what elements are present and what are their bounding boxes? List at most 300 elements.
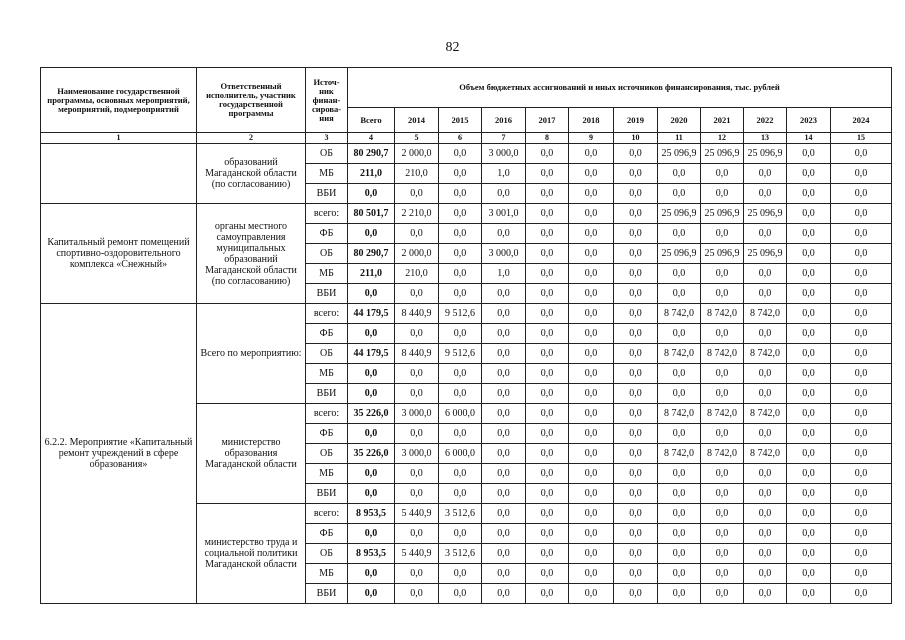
year-value: 3 000,0 — [482, 144, 526, 164]
column-number: 14 — [787, 133, 831, 144]
year-value: 0,0 — [701, 284, 744, 304]
year-value: 0,0 — [439, 364, 482, 384]
year-value: 0,0 — [744, 324, 787, 344]
total-value: 44 179,5 — [348, 344, 395, 364]
year-value: 0,0 — [831, 184, 892, 204]
year-value: 0,0 — [526, 504, 569, 524]
year-value: 0,0 — [395, 464, 439, 484]
total-value: 80 290,7 — [348, 244, 395, 264]
header-year: 2023 — [787, 108, 831, 133]
funding-source: ФБ — [306, 224, 348, 244]
year-value: 8 742,0 — [658, 304, 701, 324]
year-value: 0,0 — [701, 544, 744, 564]
year-value: 25 096,9 — [658, 144, 701, 164]
year-value: 0,0 — [614, 184, 658, 204]
year-value: 9 512,6 — [439, 344, 482, 364]
year-value: 0,0 — [569, 264, 614, 284]
year-value: 0,0 — [482, 424, 526, 444]
year-value: 0,0 — [569, 324, 614, 344]
year-value: 1,0 — [482, 164, 526, 184]
year-value: 0,0 — [526, 564, 569, 584]
year-value: 0,0 — [787, 344, 831, 364]
year-value: 0,0 — [482, 224, 526, 244]
header-year: 2020 — [658, 108, 701, 133]
total-value: 8 953,5 — [348, 544, 395, 564]
year-value: 0,0 — [744, 564, 787, 584]
year-value: 0,0 — [658, 284, 701, 304]
year-value: 0,0 — [658, 184, 701, 204]
total-value: 211,0 — [348, 164, 395, 184]
page-number: 82 — [445, 40, 460, 55]
year-value: 2 000,0 — [395, 244, 439, 264]
year-value: 6 000,0 — [439, 444, 482, 464]
year-value: 0,0 — [395, 384, 439, 404]
year-value: 0,0 — [744, 364, 787, 384]
year-value: 0,0 — [744, 584, 787, 604]
year-value: 0,0 — [787, 424, 831, 444]
year-value: 0,0 — [439, 524, 482, 544]
year-value: 0,0 — [439, 264, 482, 284]
year-value: 0,0 — [569, 584, 614, 604]
year-value: 0,0 — [614, 244, 658, 264]
year-value: 0,0 — [526, 324, 569, 344]
year-value: 0,0 — [439, 564, 482, 584]
year-value: 8 742,0 — [701, 444, 744, 464]
year-value: 0,0 — [701, 164, 744, 184]
year-value: 0,0 — [614, 364, 658, 384]
year-value: 0,0 — [744, 384, 787, 404]
year-value: 8 440,9 — [395, 344, 439, 364]
activity-name — [41, 144, 197, 204]
column-number: 15 — [831, 133, 892, 144]
year-value: 0,0 — [395, 524, 439, 544]
year-value: 0,0 — [744, 544, 787, 564]
year-value: 0,0 — [614, 304, 658, 324]
year-value: 0,0 — [658, 524, 701, 544]
year-value: 0,0 — [831, 204, 892, 224]
year-value: 0,0 — [787, 244, 831, 264]
column-number: 8 — [526, 133, 569, 144]
funding-source: ФБ — [306, 524, 348, 544]
year-value: 0,0 — [701, 504, 744, 524]
executor-name: Всего по мероприятию: — [197, 304, 306, 404]
funding-source: ОБ — [306, 144, 348, 164]
year-value: 0,0 — [482, 464, 526, 484]
year-value: 0,0 — [831, 504, 892, 524]
year-value: 0,0 — [526, 284, 569, 304]
year-value: 0,0 — [569, 504, 614, 524]
year-value: 0,0 — [614, 164, 658, 184]
header-total: Всего — [348, 108, 395, 133]
year-value: 0,0 — [744, 284, 787, 304]
year-value: 0,0 — [439, 224, 482, 244]
header-source: Источ-ник финан-сирова-ния — [306, 68, 348, 133]
header-year: 2016 — [482, 108, 526, 133]
year-value: 0,0 — [439, 324, 482, 344]
year-value: 0,0 — [787, 264, 831, 284]
year-value: 0,0 — [831, 324, 892, 344]
year-value: 0,0 — [526, 204, 569, 224]
year-value: 0,0 — [569, 144, 614, 164]
year-value: 0,0 — [482, 384, 526, 404]
total-value: 0,0 — [348, 464, 395, 484]
year-value: 0,0 — [831, 144, 892, 164]
year-value: 0,0 — [526, 304, 569, 324]
year-value: 0,0 — [701, 584, 744, 604]
year-value: 0,0 — [569, 304, 614, 324]
funding-source: ОБ — [306, 344, 348, 364]
total-value: 0,0 — [348, 564, 395, 584]
year-value: 0,0 — [482, 404, 526, 424]
funding-source: всего: — [306, 204, 348, 224]
funding-source: всего: — [306, 504, 348, 524]
year-value: 0,0 — [439, 204, 482, 224]
column-number: 11 — [658, 133, 701, 144]
year-value: 0,0 — [701, 424, 744, 444]
year-value: 0,0 — [395, 424, 439, 444]
year-value: 0,0 — [395, 484, 439, 504]
total-value: 8 953,5 — [348, 504, 395, 524]
year-value: 0,0 — [744, 184, 787, 204]
year-value: 0,0 — [439, 384, 482, 404]
year-value: 25 096,9 — [744, 144, 787, 164]
year-value: 0,0 — [569, 184, 614, 204]
funding-source: ВБИ — [306, 484, 348, 504]
year-value: 0,0 — [701, 384, 744, 404]
year-value: 0,0 — [787, 384, 831, 404]
year-value: 0,0 — [787, 484, 831, 504]
header-executor: Ответственный исполнитель, участник государственной программы — [197, 68, 306, 133]
year-value: 0,0 — [439, 144, 482, 164]
year-value: 0,0 — [614, 204, 658, 224]
year-value: 0,0 — [658, 384, 701, 404]
total-value: 35 226,0 — [348, 404, 395, 424]
year-value: 0,0 — [439, 464, 482, 484]
year-value: 25 096,9 — [658, 244, 701, 264]
funding-source: ВБИ — [306, 384, 348, 404]
year-value: 0,0 — [482, 324, 526, 344]
executor-name: органы местного самоуправления муниципальных образований Магаданской области (по согласованию) — [197, 204, 306, 304]
year-value: 3 512,6 — [439, 544, 482, 564]
year-value: 0,0 — [701, 464, 744, 484]
year-value: 0,0 — [482, 184, 526, 204]
year-value: 210,0 — [395, 164, 439, 184]
year-value: 25 096,9 — [744, 204, 787, 224]
executor-name: образований Магаданской области (по согласованию) — [197, 144, 306, 204]
year-value: 0,0 — [569, 404, 614, 424]
header-budget-group: Объем бюджетных ассигнований и иных источников финансирования, тыс. рублей — [348, 68, 892, 108]
year-value: 0,0 — [787, 584, 831, 604]
total-value: 0,0 — [348, 384, 395, 404]
header-year: 2014 — [395, 108, 439, 133]
total-value: 0,0 — [348, 424, 395, 444]
column-number: 5 — [395, 133, 439, 144]
year-value: 3 001,0 — [482, 204, 526, 224]
year-value: 0,0 — [526, 144, 569, 164]
funding-source: ОБ — [306, 444, 348, 464]
year-value: 210,0 — [395, 264, 439, 284]
header-year: 2015 — [439, 108, 482, 133]
year-value: 0,0 — [526, 364, 569, 384]
year-value: 0,0 — [831, 304, 892, 324]
year-value: 0,0 — [701, 484, 744, 504]
year-value: 0,0 — [658, 364, 701, 384]
year-value: 0,0 — [439, 164, 482, 184]
year-value: 0,0 — [701, 564, 744, 584]
year-value: 0,0 — [787, 324, 831, 344]
year-value: 0,0 — [569, 544, 614, 564]
executor-name: министерство образования Магаданской области — [197, 404, 306, 504]
funding-source: МБ — [306, 264, 348, 284]
year-value: 0,0 — [787, 224, 831, 244]
header-year: 2018 — [569, 108, 614, 133]
column-number: 10 — [614, 133, 658, 144]
year-value: 0,0 — [482, 524, 526, 544]
year-value: 0,0 — [831, 264, 892, 284]
year-value: 0,0 — [787, 144, 831, 164]
funding-source: ВБИ — [306, 184, 348, 204]
year-value: 0,0 — [701, 524, 744, 544]
column-number: 6 — [439, 133, 482, 144]
year-value: 0,0 — [614, 504, 658, 524]
year-value: 0,0 — [658, 224, 701, 244]
funding-source: ВБИ — [306, 584, 348, 604]
column-number-row — [41, 133, 892, 144]
year-value: 0,0 — [526, 184, 569, 204]
table-body — [41, 144, 892, 604]
year-value: 0,0 — [701, 364, 744, 384]
year-value: 0,0 — [569, 364, 614, 384]
year-value: 0,0 — [482, 344, 526, 364]
year-value: 0,0 — [831, 464, 892, 484]
year-value: 0,0 — [526, 384, 569, 404]
table-row — [41, 204, 892, 224]
table-row — [41, 304, 892, 324]
year-value: 0,0 — [614, 324, 658, 344]
year-value: 0,0 — [482, 504, 526, 524]
year-value: 0,0 — [439, 424, 482, 444]
executor-name: министерство труда и социальной политики Магаданской области — [197, 504, 306, 604]
year-value: 0,0 — [439, 244, 482, 264]
year-value: 0,0 — [482, 304, 526, 324]
table-row — [41, 144, 892, 164]
total-value: 0,0 — [348, 364, 395, 384]
year-value: 0,0 — [744, 504, 787, 524]
header-year: 2024 — [831, 108, 892, 133]
year-value: 0,0 — [614, 224, 658, 244]
year-value: 25 096,9 — [701, 144, 744, 164]
year-value: 0,0 — [831, 544, 892, 564]
year-value: 0,0 — [569, 224, 614, 244]
header-year: 2017 — [526, 108, 569, 133]
year-value: 0,0 — [569, 424, 614, 444]
year-value: 0,0 — [831, 344, 892, 364]
year-value: 0,0 — [569, 204, 614, 224]
column-number: 4 — [348, 133, 395, 144]
activity-name: 6.2.2. Мероприятие «Капитальный ремонт учреждений в сфере образования» — [41, 304, 197, 604]
year-value: 8 440,9 — [395, 304, 439, 324]
year-value: 0,0 — [395, 184, 439, 204]
year-value: 0,0 — [701, 264, 744, 284]
year-value: 0,0 — [614, 424, 658, 444]
year-value: 0,0 — [439, 584, 482, 604]
year-value: 0,0 — [787, 504, 831, 524]
year-value: 0,0 — [482, 444, 526, 464]
year-value: 0,0 — [439, 284, 482, 304]
column-number: 3 — [306, 133, 348, 144]
year-value: 0,0 — [569, 384, 614, 404]
year-value: 0,0 — [526, 244, 569, 264]
year-value: 0,0 — [395, 564, 439, 584]
total-value: 44 179,5 — [348, 304, 395, 324]
header-year: 2021 — [701, 108, 744, 133]
year-value: 0,0 — [395, 284, 439, 304]
year-value: 0,0 — [658, 264, 701, 284]
year-value: 0,0 — [614, 144, 658, 164]
year-value: 0,0 — [482, 284, 526, 304]
year-value: 0,0 — [787, 184, 831, 204]
year-value: 5 440,9 — [395, 544, 439, 564]
year-value: 25 096,9 — [658, 204, 701, 224]
total-value: 0,0 — [348, 484, 395, 504]
year-value: 8 742,0 — [658, 344, 701, 364]
year-value: 0,0 — [831, 484, 892, 504]
year-value: 0,0 — [395, 224, 439, 244]
year-value: 0,0 — [482, 484, 526, 504]
year-value: 0,0 — [831, 224, 892, 244]
year-value: 0,0 — [614, 484, 658, 504]
year-value: 0,0 — [658, 424, 701, 444]
total-value: 0,0 — [348, 584, 395, 604]
year-value: 0,0 — [658, 564, 701, 584]
year-value: 0,0 — [831, 424, 892, 444]
funding-source: МБ — [306, 364, 348, 384]
year-value: 0,0 — [526, 164, 569, 184]
funding-source: ОБ — [306, 244, 348, 264]
year-value: 0,0 — [831, 164, 892, 184]
year-value: 0,0 — [787, 524, 831, 544]
activity-name: Капитальный ремонт помещений спортивно-оздоровительного комплекса «Снежный» — [41, 204, 197, 304]
year-value: 0,0 — [482, 364, 526, 384]
total-value: 0,0 — [348, 324, 395, 344]
year-value: 2 000,0 — [395, 144, 439, 164]
year-value: 8 742,0 — [658, 404, 701, 424]
year-value: 0,0 — [831, 384, 892, 404]
column-number: 12 — [701, 133, 744, 144]
funding-source: ФБ — [306, 424, 348, 444]
header-year: 2022 — [744, 108, 787, 133]
year-value: 8 742,0 — [744, 444, 787, 464]
year-value: 0,0 — [439, 484, 482, 504]
year-value: 8 742,0 — [744, 344, 787, 364]
year-value: 0,0 — [658, 504, 701, 524]
funding-source: ФБ — [306, 324, 348, 344]
year-value: 0,0 — [658, 324, 701, 344]
year-value: 0,0 — [614, 564, 658, 584]
year-value: 0,0 — [787, 284, 831, 304]
year-value: 25 096,9 — [701, 204, 744, 224]
column-number: 13 — [744, 133, 787, 144]
total-value: 211,0 — [348, 264, 395, 284]
year-value: 0,0 — [744, 524, 787, 544]
year-value: 0,0 — [614, 584, 658, 604]
year-value: 0,0 — [701, 184, 744, 204]
total-value: 0,0 — [348, 524, 395, 544]
total-value: 35 226,0 — [348, 444, 395, 464]
year-value: 0,0 — [569, 444, 614, 464]
budget-table — [40, 67, 892, 604]
year-value: 0,0 — [614, 344, 658, 364]
header-year: 2019 — [614, 108, 658, 133]
year-value: 0,0 — [395, 364, 439, 384]
year-value: 0,0 — [482, 584, 526, 604]
year-value: 0,0 — [787, 204, 831, 224]
year-value: 0,0 — [744, 224, 787, 244]
year-value: 0,0 — [744, 164, 787, 184]
year-value: 0,0 — [744, 264, 787, 284]
year-value: 0,0 — [526, 444, 569, 464]
year-value: 0,0 — [614, 284, 658, 304]
year-value: 0,0 — [787, 544, 831, 564]
funding-source: МБ — [306, 164, 348, 184]
year-value: 0,0 — [569, 484, 614, 504]
year-value: 8 742,0 — [701, 344, 744, 364]
year-value: 0,0 — [831, 564, 892, 584]
year-value: 0,0 — [526, 524, 569, 544]
year-value: 0,0 — [569, 244, 614, 264]
funding-source: ВБИ — [306, 284, 348, 304]
year-value: 0,0 — [658, 464, 701, 484]
year-value: 3 512,6 — [439, 504, 482, 524]
year-value: 0,0 — [614, 404, 658, 424]
year-value: 0,0 — [658, 584, 701, 604]
year-value: 0,0 — [831, 444, 892, 464]
year-value: 0,0 — [614, 384, 658, 404]
total-value: 0,0 — [348, 224, 395, 244]
year-value: 0,0 — [526, 404, 569, 424]
year-value: 0,0 — [787, 464, 831, 484]
year-value: 9 512,6 — [439, 304, 482, 324]
year-value: 0,0 — [787, 404, 831, 424]
funding-source: всего: — [306, 404, 348, 424]
year-value: 0,0 — [526, 264, 569, 284]
year-value: 0,0 — [569, 284, 614, 304]
column-number: 7 — [482, 133, 526, 144]
year-value: 0,0 — [526, 464, 569, 484]
year-value: 0,0 — [831, 584, 892, 604]
year-value: 3 000,0 — [482, 244, 526, 264]
year-value: 0,0 — [614, 444, 658, 464]
year-value: 0,0 — [744, 484, 787, 504]
year-value: 0,0 — [439, 184, 482, 204]
year-value: 0,0 — [831, 524, 892, 544]
funding-source: МБ — [306, 564, 348, 584]
year-value: 0,0 — [482, 544, 526, 564]
column-number: 9 — [569, 133, 614, 144]
year-value: 0,0 — [614, 264, 658, 284]
year-value: 8 742,0 — [701, 304, 744, 324]
year-value: 0,0 — [526, 584, 569, 604]
total-value: 0,0 — [348, 284, 395, 304]
year-value: 3 000,0 — [395, 404, 439, 424]
column-number: 2 — [197, 133, 306, 144]
year-value: 0,0 — [526, 484, 569, 504]
year-value: 0,0 — [569, 564, 614, 584]
year-value: 25 096,9 — [701, 244, 744, 264]
year-value: 5 440,9 — [395, 504, 439, 524]
year-value: 0,0 — [395, 584, 439, 604]
column-number: 1 — [41, 133, 197, 144]
